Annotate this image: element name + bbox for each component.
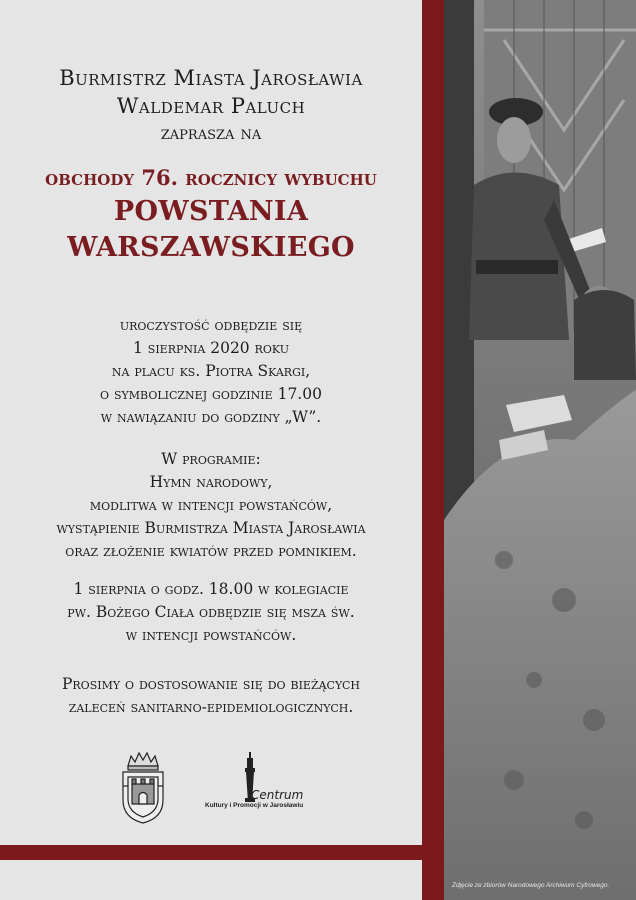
event-title-line2: WARSZAWSKIEGO xyxy=(67,232,355,263)
ceremony-details xyxy=(0,314,422,429)
insurgent-photo xyxy=(444,0,636,900)
detail-line: na placu ks. Piotra Skargi, xyxy=(111,362,311,380)
event-title-line1: POWSTANIA xyxy=(113,196,309,227)
sanitary-notice xyxy=(0,673,422,719)
program-line: Hymn narodowy, xyxy=(149,473,273,491)
detail-line: o symbolicznej godzinie 17.00 xyxy=(100,385,322,403)
mass-line: pw. Bożego Ciała odbędzie się msza św. xyxy=(67,603,355,621)
program-section xyxy=(0,448,422,563)
program-line: modlitwa w intencji powstańców, xyxy=(89,496,333,514)
detail-line: w nawiązaniu do godziny „W”. xyxy=(100,408,322,426)
jaroslaw-coat-of-arms-icon xyxy=(118,750,168,825)
red-band-vertical xyxy=(422,0,444,900)
program-line: oraz złożenie kwiatów przed pomnikiem. xyxy=(65,542,357,560)
mass-line: 1 sierpnia o godz. 18.00 w kolegiacie xyxy=(73,580,349,598)
program-line: W programie: xyxy=(161,450,261,468)
photo-credit: Zdjęcie ze zbiorów Narodowego Archiwum Cyfrowego. xyxy=(452,882,610,889)
ckp-subtitle: Kultury i Promocji w Jarosławiu xyxy=(205,802,304,809)
notice-line: Prosimy o dostosowanie się do bieżących xyxy=(61,675,361,693)
program-line: wystąpienie Burmistrza Miasta Jarosławia xyxy=(56,519,366,537)
mass-line: w intencji powstańców. xyxy=(125,626,297,644)
organizer-name: Waldemar Paluch xyxy=(116,94,306,118)
detail-line: 1 sierpnia 2020 roku xyxy=(133,339,289,357)
notice-line: zaleceń sanitarno-epidemiologicznych. xyxy=(68,698,354,716)
red-band-horizontal xyxy=(0,845,444,860)
event-subtitle: obchody 76. rocznicy wybuchu xyxy=(45,165,377,190)
ckp-name: Centrum xyxy=(251,788,304,802)
organizer-title: Burmistrz Miasta Jarosławia xyxy=(59,66,363,90)
detail-line: uroczystość odbędzie się xyxy=(119,316,303,334)
invite-text: zaprasza na xyxy=(160,122,262,144)
ckp-logo xyxy=(205,752,315,812)
mass-section xyxy=(0,578,422,647)
